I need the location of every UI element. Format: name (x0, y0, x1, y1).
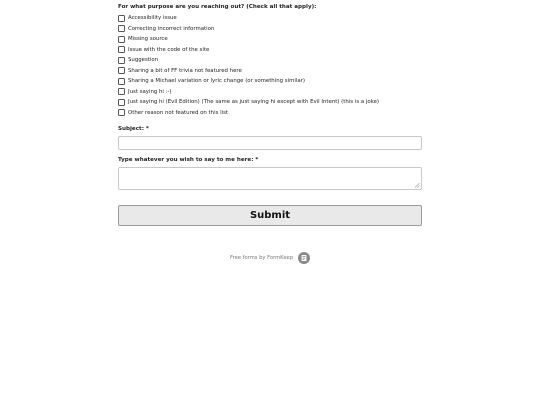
purpose-question-label: For what purpose are you reaching out? (Check all that apply): (118, 4, 317, 10)
subject-label: Subject: * (118, 126, 149, 132)
checkbox[interactable] (118, 78, 125, 85)
checkbox[interactable] (118, 57, 125, 64)
message-textarea[interactable] (118, 167, 422, 190)
message-label: Type whatever you wish to say to me here: * (118, 157, 259, 163)
option-label: Issue with the code of the site (128, 46, 210, 53)
option-correcting-information[interactable] (118, 24, 422, 35)
option-code-issue[interactable] (118, 45, 422, 56)
option-just-saying-hi[interactable] (118, 87, 422, 98)
option-label: Missing source (128, 36, 168, 43)
option-label: Sharing a Michael variation or lyric change (or something similar) (128, 78, 305, 85)
option-label: Suggestion (128, 57, 159, 64)
checkbox[interactable] (118, 67, 125, 74)
checkbox[interactable] (118, 109, 125, 116)
option-evil-hi[interactable] (118, 97, 422, 108)
option-suggestion[interactable] (118, 55, 422, 66)
option-michael-variation[interactable] (118, 76, 422, 87)
footer (0, 252, 540, 264)
checkbox[interactable] (118, 25, 125, 32)
checkbox[interactable] (118, 15, 125, 22)
option-label: Other reason not featured on this list (128, 109, 229, 116)
submit-button[interactable]: Submit (118, 205, 422, 226)
formkeep-logo-icon[interactable] (298, 252, 310, 264)
option-label: Accessibility issue (128, 15, 177, 22)
option-label: Sharing a bit of FF trivia not featured here (128, 67, 242, 74)
purpose-fieldset (118, 3, 422, 118)
option-accessibility-issue[interactable] (118, 13, 422, 24)
subject-input[interactable] (118, 136, 422, 150)
checkbox[interactable] (118, 46, 125, 53)
option-ff-trivia[interactable] (118, 66, 422, 77)
checkbox[interactable] (118, 88, 125, 95)
option-label: Correcting incorrect information (128, 25, 215, 32)
option-label: Just saying hi :-) (128, 88, 172, 95)
option-other-reason[interactable] (118, 108, 422, 119)
option-label: Just saying hi (Evil Edition) (The same as just saying hi except with Evil Intent) (this is a joke) (128, 99, 380, 106)
checkbox[interactable] (118, 36, 125, 43)
option-missing-source[interactable] (118, 34, 422, 45)
resize-grip-icon[interactable] (414, 182, 420, 188)
checkbox[interactable] (118, 99, 125, 106)
formkeep-link[interactable]: Free forms by FormKeep (230, 255, 293, 261)
